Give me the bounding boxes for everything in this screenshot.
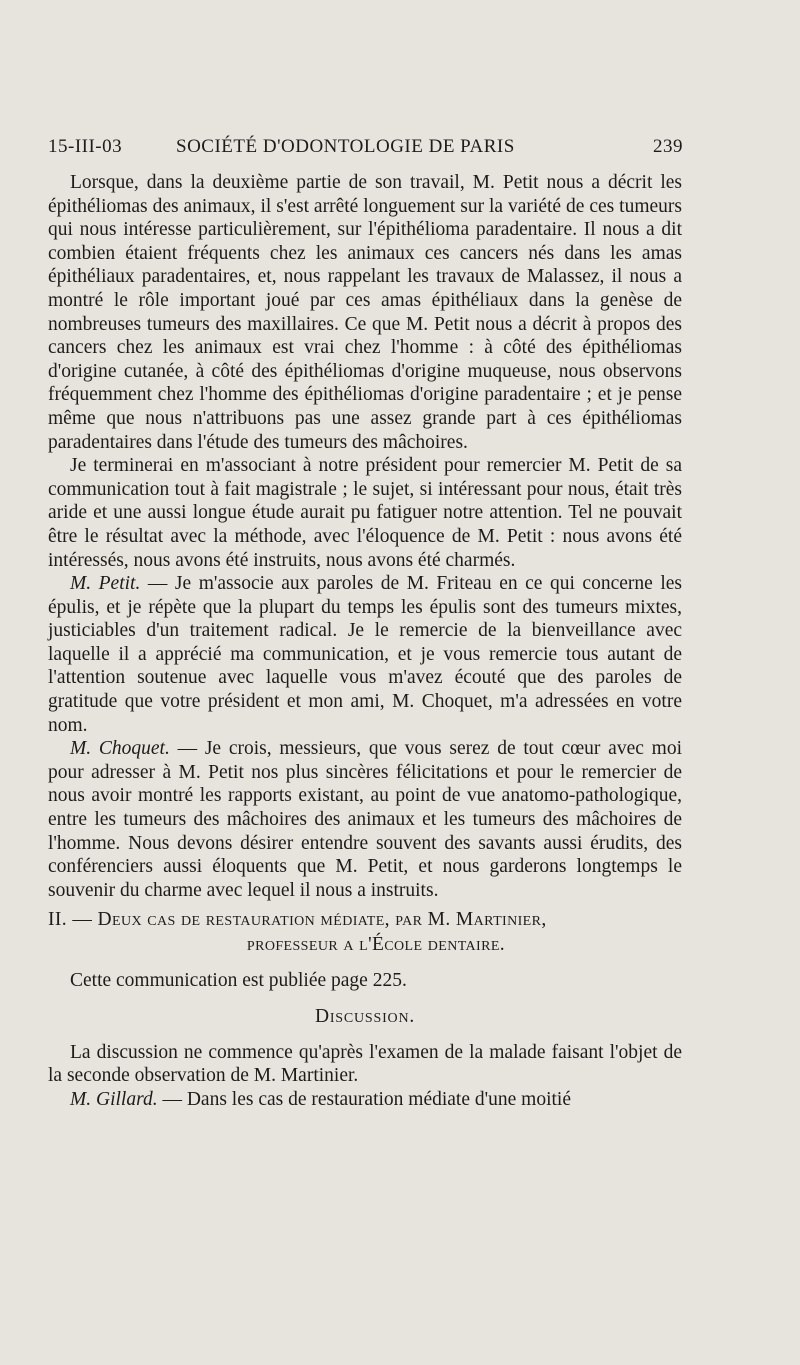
paragraph-3 xyxy=(48,572,682,737)
speaker-choquet: M. Choquet. xyxy=(70,738,170,760)
publication-note: Cette communication est publiée page 225. xyxy=(70,970,407,992)
discussion-heading: Discussion. xyxy=(314,1006,416,1027)
header-date: 15-III-03 xyxy=(48,136,123,157)
speaker-gillard: M. Gillard. xyxy=(70,1088,158,1110)
paragraph-2: Je terminerai en m'associant à notre président pour remercier M. Petit de sa communication tout à fait magistrale ; le sujet, si intéressant pour nous, était très aride et une aussi longue étude aurait pu fatiguer notre attention. Tel ne pouvait être le résultat avec la méthode, avec l'éloquence de M. Petit : nous avons été intéressés, nous avons été instruits, nous avons été charmés. xyxy=(48,455,682,571)
discussion-paragraph-2-text: — Dans les cas de restauration médiate d'une moitié xyxy=(157,1088,572,1110)
section-title-line2: professeur a l'École dentaire. xyxy=(246,934,506,956)
section-number: II. — xyxy=(48,909,98,931)
discussion-paragraph-1: La discussion ne commence qu'après l'examen de la malade faisant l'objet de la seconde observation de M. Martinier. xyxy=(48,1041,682,1087)
paragraph-3-text: — Je m'associe aux paroles de M. Friteau en ce qui concerne les épulis, et je répète que la plupart du temps les épulis sont des tumeurs mixtes, justiciables d'un traitement radical. Je le remercie de la bienveillance avec laquelle il a apprécié ma communication, et je vous remercie tous autant de l'attention soutenue avec laquelle vous m'avez écouté que des paroles de gratitude que votre président et mon ami, M. Choquet, m'a adressées en votre nom. xyxy=(48,573,682,736)
page-body xyxy=(48,171,682,1111)
paragraph-4 xyxy=(48,737,682,902)
section-heading xyxy=(48,907,682,957)
page-number: 239 xyxy=(653,136,683,157)
section-title-line1: Deux cas de restauration médiate, par M. Martinier, xyxy=(97,909,547,931)
discussion-paragraph-2 xyxy=(48,1088,682,1112)
speaker-petit: M. Petit. xyxy=(70,573,141,595)
header-journal: SOCIÉTÉ D'ODONTOLOGIE DE PARIS xyxy=(176,136,515,157)
paragraph-1: Lorsque, dans la deuxième partie de son travail, M. Petit nous a décrit les épithéliomas des animaux, il s'est arrêté longuement sur la variété de ces tumeurs qui nous intéresse particulièrement, sur l'épithélioma paradentaire. Il nous a dit combien étaient fréquents chez les animaux ces cancers nés dans les amas épithéliaux paradentaires, et, nous rappelant les travaux de Malassez, il nous a montré le rôle important joué par ces amas épithéliaux dans la genèse de nombreuses tumeurs des maxillaires. Ce que M. Petit nous a décrit à propos des cancers chez les animaux est vrai chez l'homme : à côté des épithéliomas d'origine cutanée, à côté des épithéliomas d'origine muqueuse, nous observons fréquemment chez l'homme des épithéliomas d'origine paradentaire ; et je pense même que nous n'attribuons pas une assez grande part à ces épithéliomas paradentaires dans l'étude des tumeurs des mâchoires. xyxy=(48,172,682,453)
paragraph-4-text: — Je crois, messieurs, que vous serez de tout cœur avec moi pour adresser à M. Petit nos plus sincères félicitations et pour le remercier de nous avoir montré les rapports existant, au point de vue anatomo-pathologique, entre les tumeurs des mâchoires des animaux et les tumeurs des mâchoires de l'homme. Nous devons désirer entendre souvent des savants aussi érudits, des conférenciers aussi éloquents que M. Petit, et nous garderons longtemps le souvenir du charme avec lequel il nous a instruits. xyxy=(48,738,682,901)
